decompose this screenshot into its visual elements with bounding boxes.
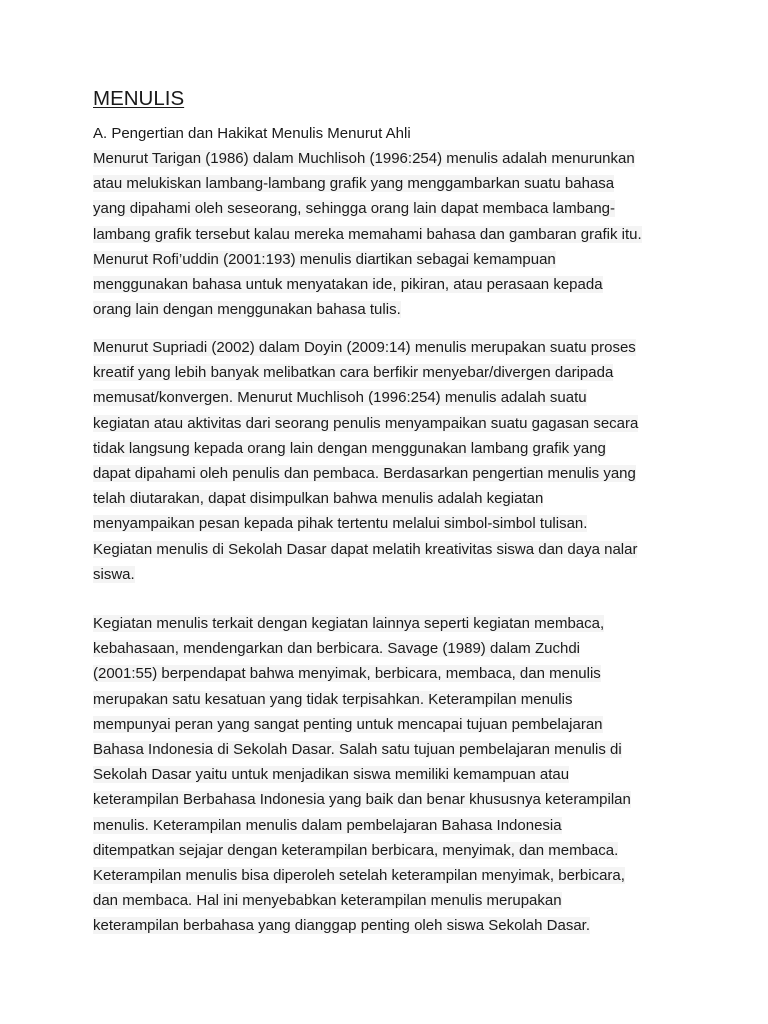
- document-title: MENULIS: [93, 87, 185, 110]
- paragraph-line: ditempatkan sejajar dengan keterampilan berbicara, menyimak, dan membaca.: [93, 841, 619, 859]
- paragraph-line: merupakan satu kesatuan yang tidak terpisahkan. Keterampilan menulis: [93, 690, 573, 708]
- paragraph-line: Sekolah Dasar yaitu untuk menjadikan siswa memiliki kemampuan atau: [93, 766, 570, 784]
- paragraph-line: lambang grafik tersebut kalau mereka memahami bahasa dan gambaran grafik itu.: [93, 225, 642, 243]
- paragraph-2: [93, 335, 638, 587]
- paragraph-line: dapat dipahami oleh penulis dan pembaca. Berdasarkan pengertian menulis yang: [93, 464, 636, 482]
- section-heading-block: [93, 121, 411, 146]
- paragraph-line: tidak langsung kepada orang lain dengan menggunakan lambang grafik yang: [93, 439, 606, 457]
- paragraph-line: mempunyai peran yang sangat penting untuk mencapai tujuan pembelajaran: [93, 715, 603, 733]
- paragraph-line: kegiatan atau aktivitas dari seorang penulis menyampaikan suatu gagasan secara: [93, 414, 639, 432]
- section-heading: A. Pengertian dan Hakikat Menulis Menurut Ahli: [93, 125, 411, 142]
- paragraph-line: Menurut Tarigan (1986) dalam Muchlisoh (1996:254) menulis adalah menurunkan: [93, 150, 635, 167]
- paragraph-line: Menurut Supriadi (2002) dalam Doyin (2009:14) menulis merupakan suatu proses: [93, 339, 636, 356]
- paragraph-line: orang lain dengan menggunakan bahasa tulis.: [93, 301, 401, 319]
- paragraph-line: menggunakan bahasa untuk menyatakan ide, pikiran, atau perasaan kepada: [93, 275, 603, 293]
- paragraph-line: Kegiatan menulis di Sekolah Dasar dapat melatih kreativitas siswa dan daya nalar: [93, 540, 638, 558]
- paragraph-3: [93, 611, 631, 938]
- paragraph-line: memusat/konvergen. Menurut Muchlisoh (1996:254) menulis adalah suatu: [93, 389, 587, 407]
- paragraph-line: (2001:55) berpendapat bahwa menyimak, berbicara, membaca, dan menulis: [93, 665, 601, 683]
- paragraph-line: Bahasa Indonesia di Sekolah Dasar. Salah satu tujuan pembelajaran menulis di: [93, 740, 622, 758]
- paragraph-line: keterampilan berbahasa yang dianggap penting oleh siswa Sekolah Dasar.: [93, 917, 590, 935]
- paragraph-line: Menurut Rofi’uddin (2001:193) menulis diartikan sebagai kemampuan: [93, 250, 556, 268]
- paragraph-line: kebahasaan, mendengarkan dan berbicara. Savage (1989) dalam Zuchdi: [93, 640, 580, 658]
- paragraph-line: Keterampilan menulis bisa diperoleh setelah keterampilan menyimak, berbicara,: [93, 866, 625, 884]
- paragraph-line: keterampilan Berbahasa Indonesia yang baik dan benar khususnya keterampilan: [93, 791, 631, 809]
- paragraph-line: menulis. Keterampilan menulis dalam pembelajaran Bahasa Indonesia: [93, 816, 562, 834]
- paragraph-line: Kegiatan menulis terkait dengan kegiatan lainnya seperti kegiatan membaca,: [93, 615, 605, 632]
- paragraph-1: [93, 146, 642, 322]
- paragraph-line: telah diutarakan, dapat disimpulkan bahwa menulis adalah kegiatan: [93, 490, 544, 508]
- paragraph-line: kreatif yang lebih banyak melibatkan cara berfikir menyebar/divergen daripada: [93, 364, 614, 382]
- paragraph-line: yang dipahami oleh seseorang, sehingga orang lain dapat membaca lambang-: [93, 200, 616, 218]
- paragraph-line: dan membaca. Hal ini menyebabkan keterampilan menulis merupakan: [93, 892, 562, 910]
- paragraph-line: menyampaikan pesan kepada pihak tertentu melalui simbol-simbol tulisan.: [93, 515, 588, 533]
- paragraph-line: siswa.: [93, 565, 135, 583]
- paragraph-line: atau melukiskan lambang-lambang grafik yang menggambarkan suatu bahasa: [93, 175, 615, 193]
